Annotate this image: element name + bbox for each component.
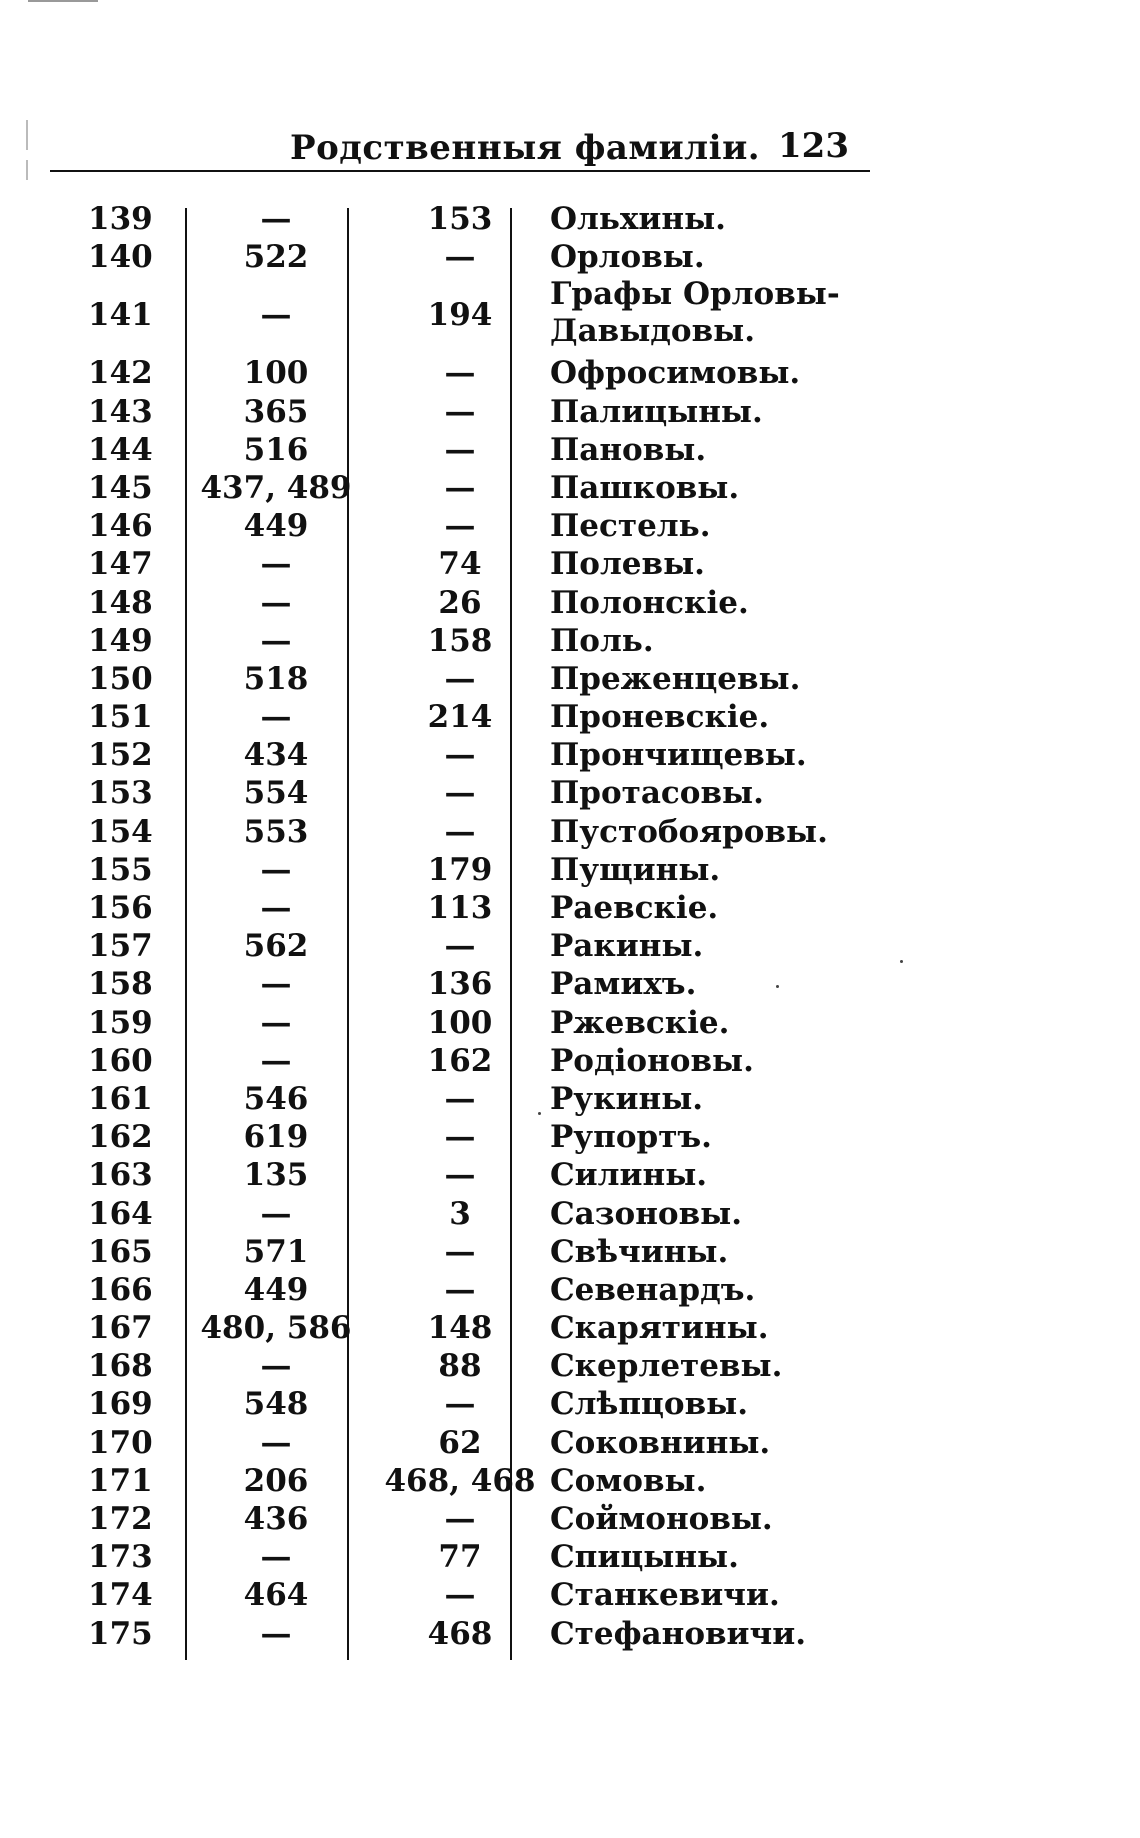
- ref-column-1: 553: [243, 813, 309, 850]
- surname: Соймоновы.: [550, 1501, 773, 1537]
- row-number: 157: [88, 928, 153, 965]
- ref-column-1: 437, 489: [200, 469, 352, 506]
- surname: Свѣчины.: [550, 1233, 729, 1270]
- row-number: 149: [88, 622, 153, 659]
- scan-margin-mark: [26, 160, 28, 180]
- ref-column-1: —: [260, 622, 292, 659]
- surname: Проневскіе.: [550, 699, 770, 736]
- ref-column-2: 162: [427, 1042, 493, 1079]
- ref-column-1: 100: [243, 355, 309, 392]
- ref-column-1: 518: [243, 660, 309, 697]
- table-row: [70, 774, 870, 812]
- table-row: [70, 1195, 870, 1233]
- row-number: 169: [88, 1386, 153, 1423]
- ref-column-1: —: [260, 890, 292, 926]
- ref-column-2: —: [444, 469, 476, 506]
- table-row: [70, 660, 870, 698]
- ref-column-1: —: [260, 1348, 292, 1385]
- ref-column-2: 148: [427, 1310, 493, 1347]
- row-number: 159: [88, 1004, 153, 1041]
- table-row: [70, 965, 870, 1003]
- table-row: [70, 200, 870, 238]
- row-number: 145: [88, 469, 153, 506]
- surname: Пущины.: [550, 851, 721, 888]
- ref-column-2: 194: [427, 297, 493, 334]
- ref-column-1: 522: [243, 239, 309, 276]
- row-number: 153: [88, 775, 153, 812]
- surname: Ольхины.: [550, 201, 726, 237]
- surname-table: [70, 200, 870, 1653]
- row-number: 144: [88, 431, 153, 468]
- table-row: [70, 1309, 870, 1347]
- table-row: [70, 1424, 870, 1462]
- surname: Родіоновы.: [550, 1042, 754, 1079]
- surname: Слѣпцовы.: [550, 1386, 749, 1423]
- ref-column-2: —: [444, 737, 476, 774]
- ref-column-2: —: [444, 355, 476, 392]
- ref-column-1: 571: [243, 1233, 309, 1270]
- ref-column-1: —: [260, 1615, 292, 1652]
- table-row: [70, 1385, 870, 1423]
- row-number: 160: [88, 1042, 153, 1079]
- table-row: [70, 431, 870, 469]
- scan-speck: [776, 985, 779, 988]
- row-number: 150: [88, 660, 153, 697]
- ref-column-1: 449: [243, 1271, 309, 1308]
- table-row: [70, 1576, 870, 1614]
- table-row: [70, 276, 870, 354]
- surname: Станкевичи.: [550, 1577, 780, 1614]
- surname: Спицыны.: [550, 1539, 739, 1576]
- row-number: 172: [88, 1501, 153, 1537]
- row-number: 174: [88, 1577, 153, 1614]
- ref-column-2: 100: [427, 1004, 493, 1041]
- ref-column-2: —: [444, 1501, 476, 1537]
- ref-column-1: —: [260, 1424, 292, 1461]
- row-number: 158: [88, 966, 153, 1003]
- ref-column-2: 136: [427, 966, 493, 1003]
- row-number: 141: [88, 297, 153, 334]
- ref-column-2: —: [444, 1386, 476, 1423]
- row-number: 161: [88, 1080, 153, 1117]
- table-row: [70, 1462, 870, 1500]
- table-row: [70, 1500, 870, 1538]
- table-row: [70, 393, 870, 431]
- ref-column-1: —: [260, 851, 292, 888]
- row-number: 170: [88, 1424, 153, 1461]
- row-number: 152: [88, 737, 153, 774]
- surname: Стефановичи.: [550, 1615, 807, 1652]
- ref-column-2: 88: [438, 1348, 482, 1385]
- row-number: 162: [88, 1119, 153, 1156]
- row-number: 143: [88, 393, 153, 430]
- table-row: [70, 889, 870, 927]
- table-row: [70, 1042, 870, 1080]
- ref-column-2: —: [444, 508, 476, 545]
- surname: Орловы.: [550, 239, 705, 276]
- table-row: [70, 622, 870, 660]
- ref-column-2: —: [444, 393, 476, 430]
- ref-column-2: —: [444, 1080, 476, 1117]
- ref-column-2: 158: [427, 622, 493, 659]
- surname: Палицыны.: [550, 393, 763, 430]
- row-number: 147: [88, 546, 153, 583]
- table-row: [70, 507, 870, 545]
- ref-column-2: 62: [438, 1424, 482, 1461]
- row-number: 155: [88, 851, 153, 888]
- row-number: 168: [88, 1348, 153, 1385]
- ref-column-2: —: [444, 813, 476, 850]
- ref-column-1: 449: [243, 508, 309, 545]
- ref-column-2: —: [444, 775, 476, 812]
- ref-column-2: 468: [427, 1615, 493, 1652]
- row-number: 156: [88, 890, 153, 926]
- table-row: [70, 813, 870, 851]
- row-number: 166: [88, 1271, 153, 1308]
- scan-speck: [538, 1112, 541, 1115]
- ref-column-1: —: [260, 546, 292, 583]
- scan-speck: [900, 960, 903, 963]
- surname: Раевскіе.: [550, 890, 719, 926]
- ref-column-1: —: [260, 1195, 292, 1232]
- ref-column-1: —: [260, 1042, 292, 1079]
- ref-column-1: —: [260, 1004, 292, 1041]
- table-row: [70, 545, 870, 583]
- row-number: 142: [88, 355, 153, 392]
- ref-column-1: —: [260, 584, 292, 621]
- ref-column-2: —: [444, 928, 476, 965]
- ref-column-1: 480, 586: [200, 1310, 352, 1347]
- ref-column-1: 436: [243, 1501, 309, 1537]
- ref-column-1: —: [260, 966, 292, 1003]
- surname: Полевы.: [550, 546, 705, 583]
- ref-column-2: 113: [427, 890, 493, 926]
- ref-column-1: 562: [243, 928, 309, 965]
- ref-column-2: 153: [427, 201, 493, 237]
- surname: Севенардъ.: [550, 1271, 756, 1308]
- surname: Преженцевы.: [550, 660, 801, 697]
- table-row: [70, 1538, 870, 1576]
- ref-column-2: 468, 468: [384, 1462, 536, 1499]
- table-row: [70, 1347, 870, 1385]
- table-row: [70, 238, 870, 276]
- surname: Офросимовы.: [550, 355, 801, 392]
- ref-column-2: —: [444, 1271, 476, 1308]
- surname: Графы Орловы-Давыдовы.: [550, 276, 840, 350]
- ref-column-2: —: [444, 1119, 476, 1156]
- ref-column-1: —: [260, 297, 292, 334]
- table-row: [70, 1004, 870, 1042]
- ref-column-2: —: [444, 431, 476, 468]
- ref-column-1: 365: [243, 393, 309, 430]
- ref-column-2: 26: [438, 584, 482, 621]
- table-row: [70, 354, 870, 392]
- table-row: [70, 851, 870, 889]
- table-row: [70, 927, 870, 965]
- surname: Ракины.: [550, 928, 704, 965]
- surname: Рукины.: [550, 1080, 704, 1117]
- scan-edge-mark: [28, 0, 98, 2]
- ref-column-2: —: [444, 239, 476, 276]
- row-number: 148: [88, 584, 153, 621]
- ref-column-1: 434: [243, 737, 309, 774]
- table-row: [70, 584, 870, 622]
- surname: Прончищевы.: [550, 737, 807, 774]
- ref-column-2: —: [444, 1157, 476, 1194]
- surname: Силины.: [550, 1157, 708, 1194]
- row-number: 173: [88, 1539, 153, 1576]
- surname: Соковнины.: [550, 1424, 771, 1461]
- running-head: [50, 118, 870, 174]
- ref-column-1: 135: [243, 1157, 309, 1194]
- ref-column-1: —: [260, 699, 292, 736]
- table-row: [70, 698, 870, 736]
- surname: Ржевскіе.: [550, 1004, 730, 1041]
- running-head-title: Родственныя фамиліи.: [290, 128, 761, 168]
- row-number: 164: [88, 1195, 153, 1232]
- row-number: 171: [88, 1462, 153, 1499]
- ref-column-2: —: [444, 1577, 476, 1614]
- ref-column-2: 3: [449, 1195, 471, 1232]
- surname: Сомовы.: [550, 1462, 707, 1499]
- row-number: 139: [88, 201, 153, 237]
- surname: Рамихъ.: [550, 966, 697, 1003]
- table-row: [70, 1271, 870, 1309]
- ref-column-2: 77: [438, 1539, 482, 1576]
- ref-column-1: 546: [243, 1080, 309, 1117]
- row-number: 165: [88, 1233, 153, 1270]
- ref-column-1: 516: [243, 431, 309, 468]
- surname: Протасовы.: [550, 775, 764, 812]
- row-number: 167: [88, 1310, 153, 1347]
- scan-margin-mark: [26, 120, 28, 150]
- surname: Скерлетевы.: [550, 1348, 783, 1385]
- header-rule: [50, 170, 870, 172]
- ref-column-1: 206: [243, 1462, 309, 1499]
- surname: Пустобояровы.: [550, 813, 828, 850]
- table-row: [70, 1615, 870, 1653]
- table-row: [70, 1080, 870, 1118]
- ref-column-1: 548: [243, 1386, 309, 1423]
- ref-column-1: 554: [243, 775, 309, 812]
- ref-column-1: —: [260, 1539, 292, 1576]
- table-row: [70, 1233, 870, 1271]
- ref-column-2: —: [444, 660, 476, 697]
- surname: Полонскіе.: [550, 584, 749, 621]
- surname: Сазоновы.: [550, 1195, 742, 1232]
- table-row: [70, 469, 870, 507]
- table-row: [70, 1118, 870, 1156]
- row-number: 140: [88, 239, 153, 276]
- surname: Поль.: [550, 622, 654, 659]
- table-row: [70, 736, 870, 774]
- row-number: 163: [88, 1157, 153, 1194]
- ref-column-1: —: [260, 201, 292, 237]
- surname: Рупортъ.: [550, 1119, 712, 1156]
- ref-column-1: 619: [243, 1119, 309, 1156]
- row-number: 175: [88, 1615, 153, 1652]
- surname: Скарятины.: [550, 1310, 769, 1347]
- surname: Пашковы.: [550, 469, 740, 506]
- ref-column-2: 214: [427, 699, 493, 736]
- row-number: 151: [88, 699, 153, 736]
- row-number: 146: [88, 508, 153, 545]
- ref-column-2: 74: [438, 546, 482, 583]
- row-number: 154: [88, 813, 153, 850]
- ref-column-1: 464: [243, 1577, 309, 1614]
- surname: Пестель.: [550, 508, 711, 545]
- ref-column-2: —: [444, 1233, 476, 1270]
- ref-column-2: 179: [427, 851, 493, 888]
- table-row: [70, 1156, 870, 1194]
- page-number: 123: [778, 126, 849, 166]
- surname: Пановы.: [550, 431, 707, 468]
